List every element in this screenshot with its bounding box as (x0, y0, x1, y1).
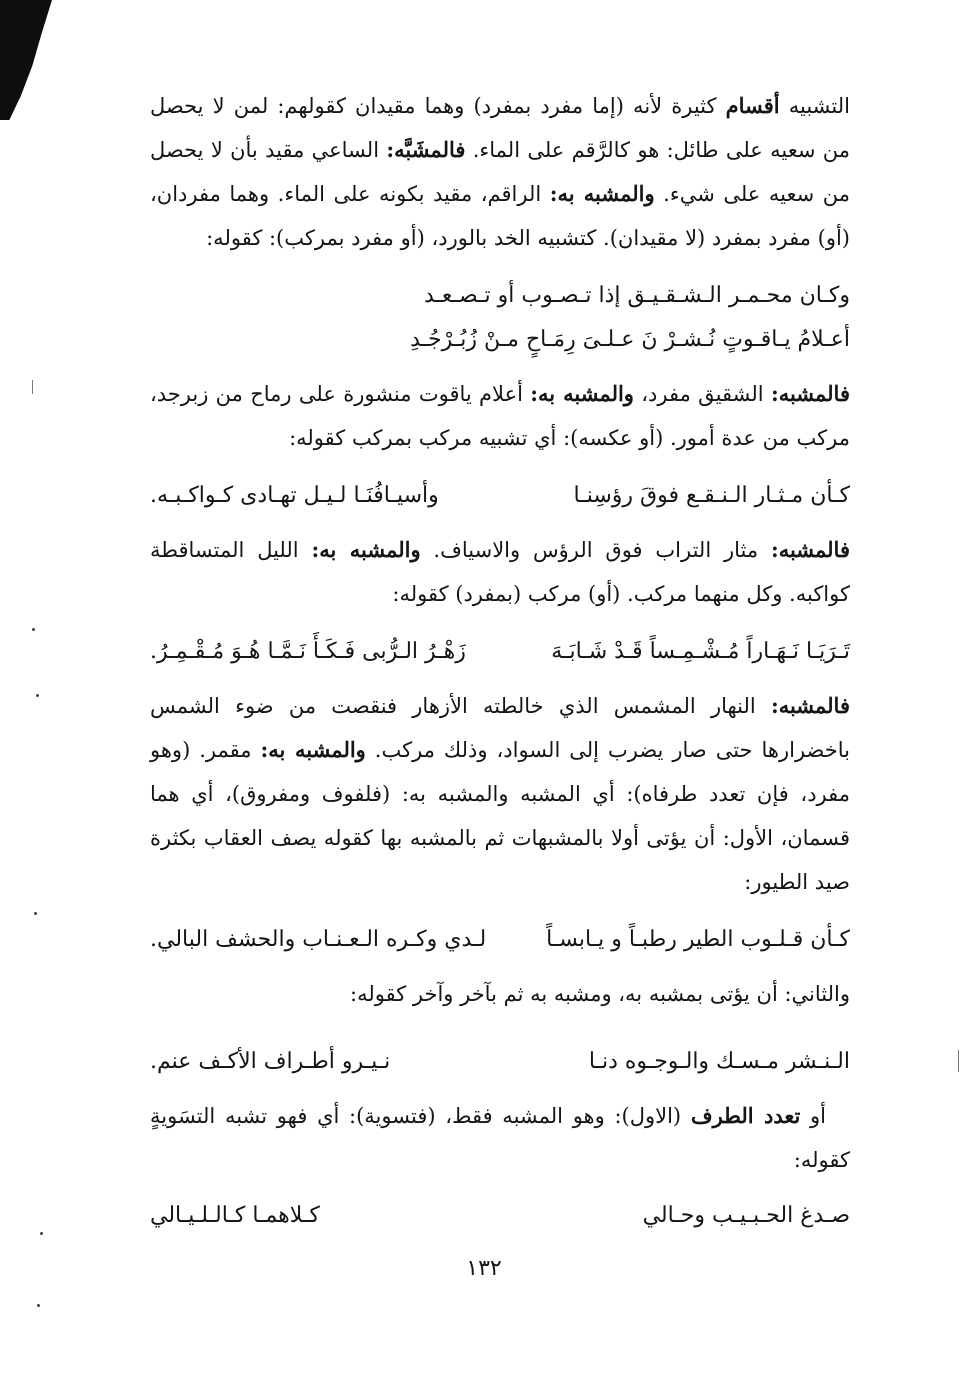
bold-term: أقسام (725, 93, 780, 118)
bold-term: فالمشبه: (770, 537, 850, 562)
paragraph (150, 528, 850, 616)
verse-line (150, 318, 850, 362)
verse-second-hemistich: زَهْـرُ الـرُّبى فَـكَـأَ نَـمَّـا هُـوَ مُـقْـمِـرُ. (150, 639, 466, 664)
text-run: كثيرة لأنه (إما مفرد بمفرد) وهما مقيدان كقولهم: لمن لا يحصل من سعيه على طائل: هو كالرَّقم على الماء. (150, 94, 850, 162)
text-run: مقمر. (وهو مفرد، فإن تعدد طرفاه): أي المشبه والمشبه به: (فلفوف ومفروق)، أي هما قسمان، الأول: أن يؤتى أولا بالمشبهات ثم بالمشبه بها كقوله يصف العقاب بكثرة صيد الطيور: (150, 738, 850, 894)
paragraph (150, 972, 850, 1016)
text-run: النهار المشمس الذي خالطته الأزهار فنقصت من ضوء الشمس باخضرارها حتى صار يضرب إلى السواد، وذلك مركب. (150, 694, 850, 762)
text-run: التشبيه (779, 94, 850, 118)
verse-second-hemistich: كـلاهمـا كـالـلـيـالي (150, 1203, 320, 1228)
text-run: مثار التراب فوق الرؤس والاسياف. (420, 538, 771, 562)
bold-term: فالمشبه: (770, 381, 850, 406)
scan-speck (37, 1304, 40, 1307)
paragraph (150, 372, 850, 460)
scan-edge-shadow (0, 0, 52, 120)
verse-couplet (150, 274, 850, 362)
text-run: الساعي مقيد بأن لا يحصل من سعيه على شيء. (150, 138, 850, 206)
scan-speck (36, 694, 39, 697)
verse-text: وكـان محـمـر الـشـقـيـق إذا تـصـوب أو تـصـعـد (423, 283, 850, 308)
paragraph (150, 1094, 850, 1182)
page-number: ١٣٢ (466, 1256, 502, 1281)
verse-line (150, 630, 850, 674)
verse-first-hemistich: الـنـشر مـسـك والـوجـوه دنـا (588, 1049, 850, 1074)
bold-term: فالمشبه: (770, 693, 850, 718)
text-run: الشقيق مفرد، (633, 382, 771, 406)
verse-line (150, 1194, 850, 1238)
bold-term: والمشبه به: (530, 381, 634, 406)
scan-speck (34, 912, 37, 915)
scan-speck (32, 628, 35, 631)
bold-term: والمشبه به: (260, 737, 366, 762)
text-run: (الاول): وهو المشبه فقط، (فتسوية): أي فهو تشبه التسَويةٍ كقوله: (150, 1104, 850, 1172)
text-run: والثاني: أن يؤتى بمشبه به، ومشبه به ثم بآخر وآخر كقوله: (350, 982, 850, 1006)
paragraph (150, 684, 850, 904)
verse-first-hemistich: تَـرَيَـا نَـهَـاراً مُـشْـمِـساً قَـدْ شَـابَـهَ (551, 639, 850, 664)
verse-first-hemistich: كـأن قـلـوب الطير رطبـاً و يـابسـاً (546, 927, 850, 952)
scan-mark (958, 1050, 959, 1072)
verse-line (150, 918, 850, 962)
verse-second-hemistich: لـدي وكـره الـعـنـاب والحشف البالي. (150, 927, 487, 952)
verse-line (150, 274, 850, 318)
text-run: الراقم، مقيد بكونه على الماء. وهما مفردان، (أو) مفرد بمفرد (لا مقيدان). كتشبيه الخد بالورد، (أو مفرد بمركب): كقوله: (150, 182, 850, 250)
verse-line (150, 1040, 850, 1084)
paragraph (150, 84, 850, 260)
scan-mark (32, 380, 33, 394)
verse-first-hemistich: كـأن مـثـار الـنـقـع فوقَ رؤسِنـا (573, 483, 850, 508)
text-run: الليل المتساقطة كواكبه. وكل منهما مركب. (أو) مركب (بمفرد) كقوله: (150, 538, 850, 606)
verse-line (150, 474, 850, 518)
text-run: أو (800, 1104, 826, 1128)
bold-term: والمشبه به: (311, 537, 421, 562)
bold-term: والمشبه به: (549, 181, 655, 206)
text-run: أعلام ياقوت منشورة على رماح من زبرجد، مركب من عدة أمور. (أو عكسه): أي تشبيه مركب بمركب كقوله: (150, 382, 850, 450)
verse-first-hemistich: صـدغ الحـبـيـب وحـالي (642, 1203, 850, 1228)
verse-second-hemistich: نـيـرو أطـراف الأكـف عنم. (150, 1049, 391, 1074)
bold-term: فالمشَبَّه: (386, 137, 466, 162)
page-body (150, 84, 850, 1248)
verse-text: أعـلامُ يـاقـوتٍ نُـشـرْ نَ عـلـىَ رِمَـاحٍ مـنْ زُبُـرْجُـدِ (410, 327, 850, 352)
scan-speck (40, 1232, 43, 1235)
bold-term: تعدد الطرف (690, 1103, 801, 1128)
verse-second-hemistich: وأسيـافُنَـا لـيـل تهـادى كـواكـبـه. (150, 483, 439, 508)
